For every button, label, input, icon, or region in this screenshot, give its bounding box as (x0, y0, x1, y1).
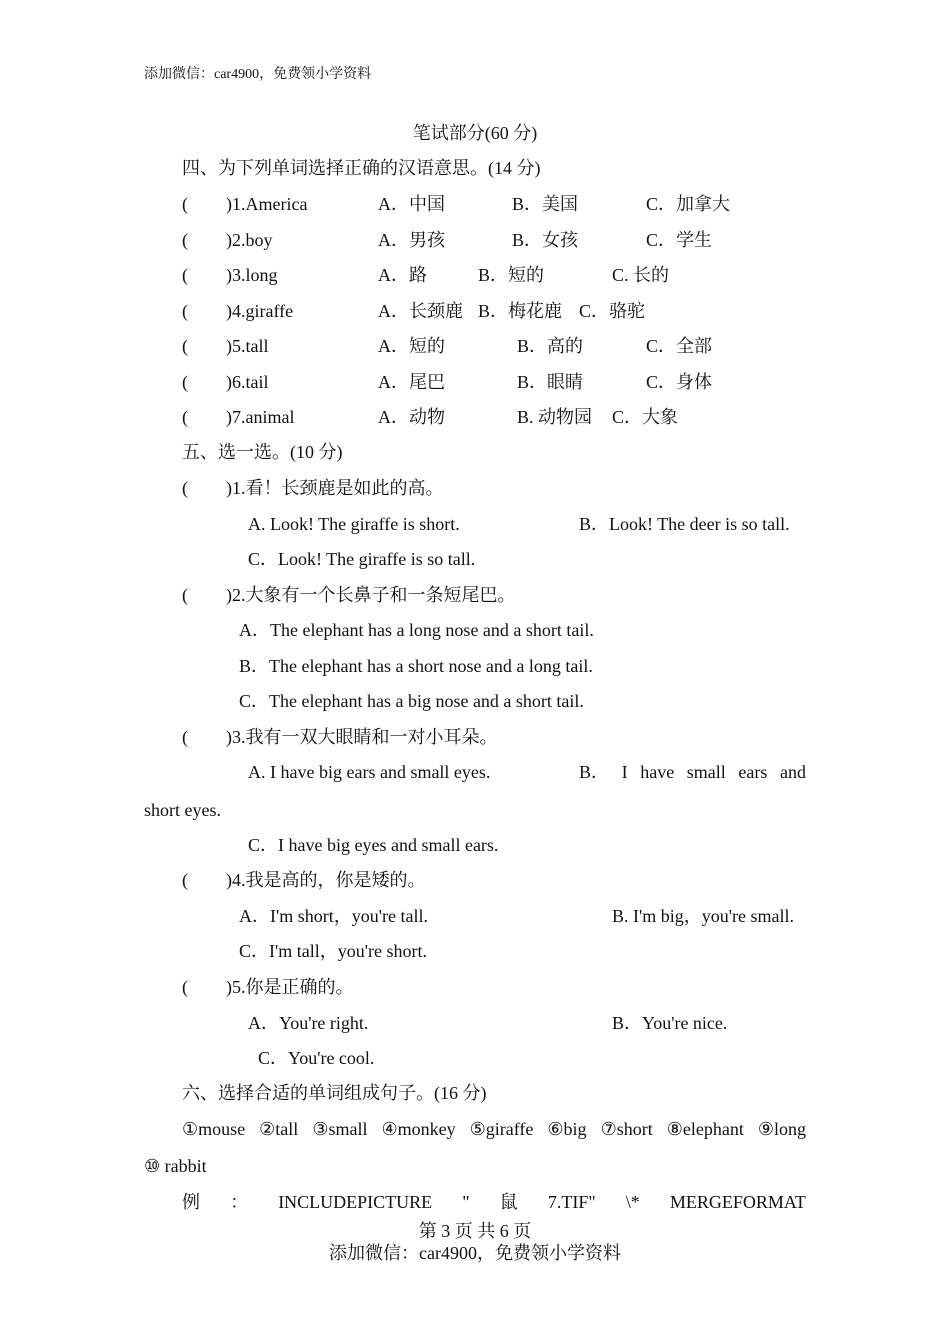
option-a: A．路 (378, 265, 427, 285)
example-word: " (462, 1192, 470, 1212)
question-text: )4.我是高的，你是矮的。 (226, 870, 426, 890)
word-bank-item: ③small (312, 1119, 368, 1139)
option-b-word: have (640, 762, 675, 782)
option-c: C．Look! The giraffe is so tall. (248, 549, 476, 569)
word-bank-item: ⑦short (600, 1119, 653, 1139)
answer-paren: ( (182, 870, 188, 890)
example-word: 7.TIF" (547, 1192, 596, 1212)
footer-watermark: 添加微信：car4900，免费领小学资料 (329, 1243, 621, 1263)
example-word: \* (625, 1192, 640, 1212)
page-number: 第 3 页 共 6 页 (418, 1221, 532, 1241)
word-bank (182, 1118, 806, 1140)
answer-paren: ( (182, 977, 188, 997)
option-a: A．长颈鹿 (378, 301, 463, 321)
answer-paren: ( (182, 230, 188, 250)
section-4-heading: 四、为下列单词选择正确的汉语意思。(14 分) (182, 158, 541, 178)
option-c: C. 长的 (612, 265, 670, 285)
option-c: C．身体 (646, 372, 713, 392)
option-b-word: ears (738, 762, 768, 782)
option-c: C．学生 (646, 230, 713, 250)
option-a: A．男孩 (378, 230, 445, 250)
option-b (579, 761, 806, 783)
question-word: )7.animal (226, 407, 295, 427)
word-bank-item: ⑤giraffe (469, 1119, 534, 1139)
answer-paren: ( (182, 194, 188, 214)
question-word: )5.tall (226, 336, 269, 356)
option-b: B．The elephant has a short nose and a long tail. (239, 656, 593, 676)
option-b: B．眼睛 (517, 372, 584, 392)
question-word: )3.long (226, 265, 278, 285)
option-b-word: B． (579, 762, 610, 782)
word-bank-item: ⑥big (547, 1119, 587, 1139)
option-a: A．尾巴 (378, 372, 445, 392)
word-bank-item: ⑧elephant (666, 1119, 744, 1139)
answer-paren: ( (182, 727, 188, 747)
word-bank-item: ④monkey (381, 1119, 456, 1139)
option-c: C．I have big eyes and small ears. (248, 835, 499, 855)
question-text: )5.你是正确的。 (226, 977, 354, 997)
example-word: ： (230, 1192, 249, 1212)
option-a: A．I'm short，you're tall. (239, 906, 428, 926)
option-a: A．You're right. (248, 1013, 369, 1033)
example-word: INCLUDEPICTURE (278, 1192, 433, 1212)
page-title: 笔试部分(60 分) (412, 123, 538, 143)
option-b: B. I'm big，you're small. (612, 906, 794, 926)
answer-paren: ( (182, 407, 188, 427)
option-b: B．高的 (517, 336, 584, 356)
option-b-word: and (779, 762, 806, 782)
question-word: )1.America (226, 194, 308, 214)
option-b: B．梅花鹿 (478, 301, 563, 321)
option-b-word: I (621, 762, 628, 782)
option-c: C．大象 (612, 407, 679, 427)
word-bank-item: ⑨long (757, 1119, 806, 1139)
option-a: A．动物 (378, 407, 445, 427)
option-c: C．I'm tall，you're short. (239, 941, 427, 961)
word-bank-item: ①mouse (182, 1119, 246, 1139)
word-bank-item: ⑩ rabbit (144, 1156, 207, 1176)
option-a: A．The elephant has a long nose and a short tail. (239, 620, 594, 640)
answer-paren: ( (182, 265, 188, 285)
question-text: )2.大象有一个长鼻子和一条短尾巴。 (226, 585, 516, 605)
option-a: A．中国 (378, 194, 445, 214)
example-word: 鼠 (499, 1192, 518, 1212)
header-watermark: 添加微信：car4900，免费领小学资料 (144, 67, 372, 82)
example-word: 例 (182, 1192, 200, 1212)
example-line (182, 1191, 806, 1213)
section-6-heading: 六、选择合适的单词组成句子。(16 分) (182, 1083, 487, 1103)
question-text: )3.我有一双大眼睛和一对小耳朵。 (226, 727, 498, 747)
example-word: MERGEFORMAT (669, 1192, 806, 1212)
answer-paren: ( (182, 301, 188, 321)
option-a: A. Look! The giraffe is short. (248, 514, 460, 534)
option-b: B．女孩 (512, 230, 579, 250)
option-b: B．You're nice. (612, 1013, 728, 1033)
option-b: B. 动物园 (517, 407, 593, 427)
option-c: C．全部 (646, 336, 713, 356)
option-a: A．短的 (378, 336, 445, 356)
question-word: )6.tail (226, 372, 269, 392)
option-c: C．You're cool. (258, 1048, 375, 1068)
option-b: B．美国 (512, 194, 579, 214)
option-c: C．The elephant has a big nose and a short tail. (239, 691, 584, 711)
question-word: )4.giraffe (226, 301, 294, 321)
question-text: )1.看！长颈鹿是如此的高。 (226, 478, 444, 498)
answer-paren: ( (182, 478, 188, 498)
question-word: )2.boy (226, 230, 273, 250)
option-c: C．加拿大 (646, 194, 731, 214)
answer-paren: ( (182, 585, 188, 605)
answer-paren: ( (182, 336, 188, 356)
section-5-heading: 五、选一选。(10 分) (182, 442, 343, 462)
option-c: C．骆驼 (579, 301, 646, 321)
option-a: A. I have big ears and small eyes. (248, 762, 491, 782)
option-b-continuation: short eyes. (144, 800, 221, 820)
word-bank-item: ②tall (259, 1119, 299, 1139)
option-b: B．Look! The deer is so tall. (579, 514, 790, 534)
option-b-word: small (686, 762, 726, 782)
answer-paren: ( (182, 372, 188, 392)
option-b: B．短的 (478, 265, 545, 285)
